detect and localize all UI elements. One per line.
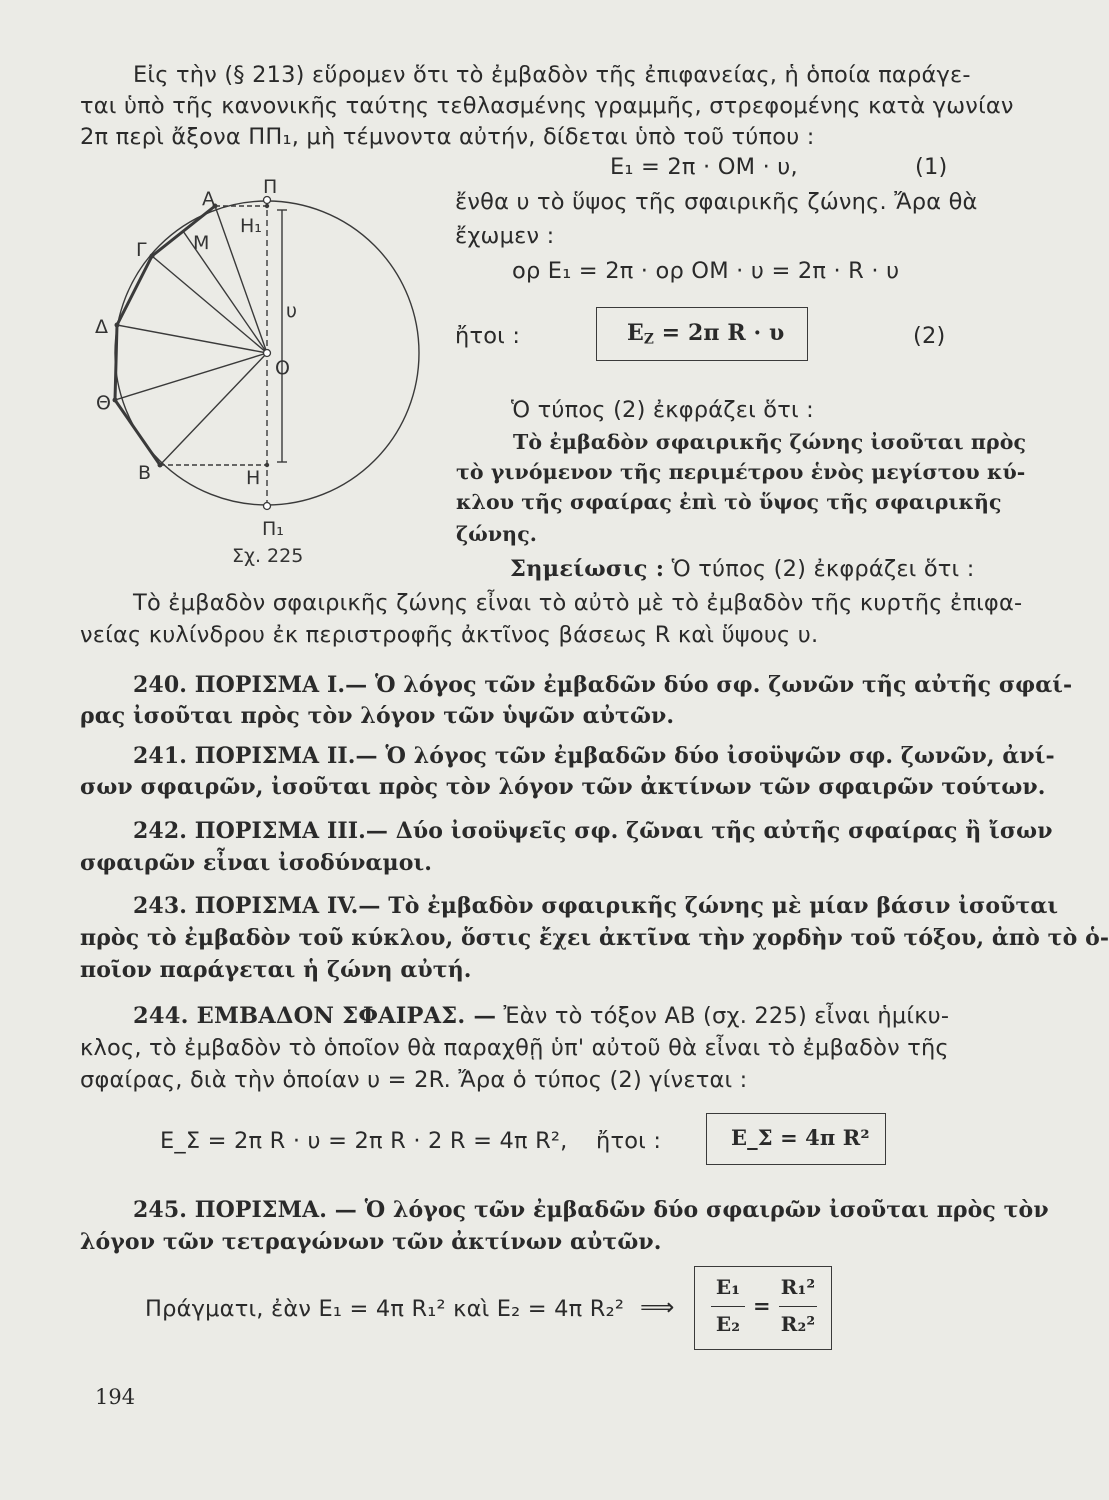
sphere-area-that-is: ἤτοι : — [596, 1128, 662, 1154]
intro-line-1: Εἰς τὴν (§ 213) εὕρομεν ὅτι τὸ ἐμβαδὸν τῆς ἐπιφανείας, ἡ ὁποία παράγε- — [133, 62, 971, 88]
ratio-equals: = — [753, 1293, 771, 1318]
sphere-area-formula: E_Σ = 2π R · υ = 2π R · 2 R = 4π R², — [160, 1128, 568, 1154]
label-Pi1: Π₁ — [262, 518, 284, 540]
corollary-240-line-1: 240. ΠΟΡΙΣΜΑ I.— Ὁ λόγος τῶν ἐμβαδῶν δύο σφ. ζωνῶν τῆς αὐτῆς σφαί- — [133, 672, 1073, 698]
formula-states: Ὁ τύπος (2) ἐκφράζει ὅτι : — [511, 397, 814, 423]
formula-2-box — [596, 307, 808, 361]
formula-2-number: (2) — [913, 323, 946, 349]
intro-line-3: 2π περὶ ἄξονα ΠΠ₁, μὴ τέμνοντα αὐτήν, δίδεται ὑπὸ τοῦ τύπου : — [80, 124, 815, 150]
corollary-241-line-2: σων σφαιρῶν, ἰσοῦται πρὸς τὸν λόγον τῶν ἀκτίνων τῶν σφαιρῶν τούτων. — [80, 774, 1046, 800]
corollary-242-line-1: 242. ΠΟΡΙΣΜΑ III.— Δύο ἰσοϋψεῖς σφ. ζῶναι τῆς αὐτῆς σφαίρας ἢ ἴσων — [133, 818, 1053, 844]
formula-1: E₁ = 2π · OM · υ, — [610, 154, 798, 180]
note-line-1: Σημείωσις : Ὁ τύπος (2) ἐκφράζει ὅτι : — [510, 556, 975, 582]
ratio-num-right: R₁² — [780, 1275, 816, 1299]
label-O: Ο — [275, 357, 290, 379]
corollary-243-line-2: πρὸς τὸ ἐμβαδὸν τοῦ κύκλου, ὅστις ἔχει ἀκτῖνα τὴν χορδὴν τοῦ τόξου, ἀπὸ τὸ ὁ- — [80, 925, 1109, 951]
label-B: Β — [138, 462, 152, 484]
corollary-245-line-1: 245. ΠΟΡΙΣΜΑ. — Ὁ λόγος τῶν ἐμβαδῶν δύο σφαιρῶν ἰσοῦται πρὸς τὸν — [133, 1197, 1049, 1223]
formula-1-number: (1) — [915, 154, 948, 180]
statement-line-2: τὸ γινόμενον τῆς περιμέτρου ἑνὸς μεγίστου κύ- — [456, 460, 1026, 484]
label-upsilon: υ — [286, 300, 297, 322]
label-Pi: Π — [263, 176, 278, 198]
we-have-line: ἔχωμεν : — [455, 223, 555, 249]
label-Delta: Δ — [95, 316, 108, 338]
statement-line-4: ζώνης. — [456, 522, 538, 546]
note-label: Σημείωσις : — [510, 556, 665, 582]
limit-formula: ορ E₁ = 2π · ορ OM · υ = 2π · R · υ — [512, 258, 900, 284]
sphere-area-boxed-formula: E_Σ = 4π R² — [731, 1125, 870, 1150]
that-is-label: ἤτοι : — [455, 323, 521, 349]
note-line-3: νείας κυλίνδρου ἐκ περιστροφῆς ἀκτῖνος βάσεως R καὶ ὕψους υ. — [80, 622, 819, 648]
corollary-240-line-2: ρας ἰσοῦται πρὸς τὸν λόγον τῶν ὑψῶν αὐτῶν. — [80, 703, 675, 729]
corollary-241-line-1: 241. ΠΟΡΙΣΜΑ II.— Ὁ λόγος τῶν ἐμβαδῶν δύο ἰσοϋψῶν σφ. ζωνῶν, ἀνί- — [133, 743, 1055, 769]
corollary-243-line-1: 243. ΠΟΡΙΣΜΑ IV.— Τὸ ἐμβαδὸν σφαιρικῆς ζώνης μὲ μίαν βάσιν ἰσοῦται — [133, 893, 1059, 919]
sphere-area-line-3: σφαίρας, διὰ τὴν ὁποίαν υ = 2R. Ἄρα ὁ τύπος (2) γίνεται : — [80, 1067, 748, 1093]
implies-arrow: ⟹ — [640, 1293, 675, 1321]
sphere-area-line-2: κλος, τὸ ἐμβαδὸν τὸ ὁποῖον θὰ παραχθῇ ὑπ' αὐτοῦ θὰ εἶναι τὸ ἐμβαδὸν τῆς — [80, 1035, 949, 1061]
label-H1: Η₁ — [240, 215, 262, 237]
ratio-den-right: R₂² — [780, 1312, 816, 1336]
sphere-area-line-1: 244. ΕΜΒΑΔΟΝ ΣΦΑΙΡΑΣ. — Ἐὰν τὸ τόξον AB (σχ. 225) εἶναι ἡμίκυ- — [133, 1003, 950, 1029]
ratio-num-left: E₁ — [715, 1275, 741, 1299]
corollary-245-line-2: λόγον τῶν τετραγώνων τῶν ἀκτίνων αὐτῶν. — [80, 1229, 662, 1255]
label-M: Μ — [193, 232, 210, 254]
statement-line-1: Τὸ ἐμβαδὸν σφαιρικῆς ζώνης ἰσοῦται πρὸς — [513, 430, 1027, 454]
where-line: ἔνθα υ τὸ ὕψος τῆς σφαιρικῆς ζώνης. Ἄρα θὰ — [455, 189, 978, 215]
label-Theta: Θ — [96, 392, 111, 414]
ratio-bar-right — [779, 1306, 817, 1307]
intro-line-2: ται ὑπὸ τῆς κανονικῆς ταύτης τεθλασμένης γραμμῆς, στρεφομένης κατὰ γωνίαν — [80, 93, 1014, 119]
label-A: Α — [202, 188, 215, 210]
ratio-bar-left — [711, 1306, 745, 1307]
figure-caption: Σχ. 225 — [232, 545, 304, 567]
ratio-den-left: E₂ — [715, 1312, 741, 1336]
corollary-245-indeed: Πράγματι, ἐὰν E₁ = 4π R₁² καὶ E₂ = 4π R₂² — [145, 1296, 625, 1322]
label-H: Η — [246, 467, 261, 489]
sphere-area-box — [706, 1113, 886, 1165]
corollary-242-line-2: σφαιρῶν εἶναι ἰσοδύναμοι. — [80, 850, 432, 876]
corollary-243-line-3: ποῖον παράγεται ἡ ζώνη αὐτή. — [80, 957, 472, 983]
ratio-box — [694, 1266, 832, 1350]
note-line-2: Τὸ ἐμβαδὸν σφαιρικῆς ζώνης εἶναι τὸ αὐτὸ μὲ τὸ ἐμβαδὸν τῆς κυρτῆς ἐπιφα- — [133, 590, 1023, 616]
label-Gamma: Γ — [136, 239, 147, 261]
statement-line-3: κλου τῆς σφαίρας ἐπὶ τὸ ὕψος τῆς σφαιρικῆς — [456, 490, 1002, 514]
formula-2: $E_Z = 2\pi$ R · υ — [627, 320, 785, 348]
sphere-area-heading: 244. ΕΜΒΑΔΟΝ ΣΦΑΙΡΑΣ. — — [133, 1003, 497, 1029]
page-number: 194 — [95, 1385, 136, 1409]
